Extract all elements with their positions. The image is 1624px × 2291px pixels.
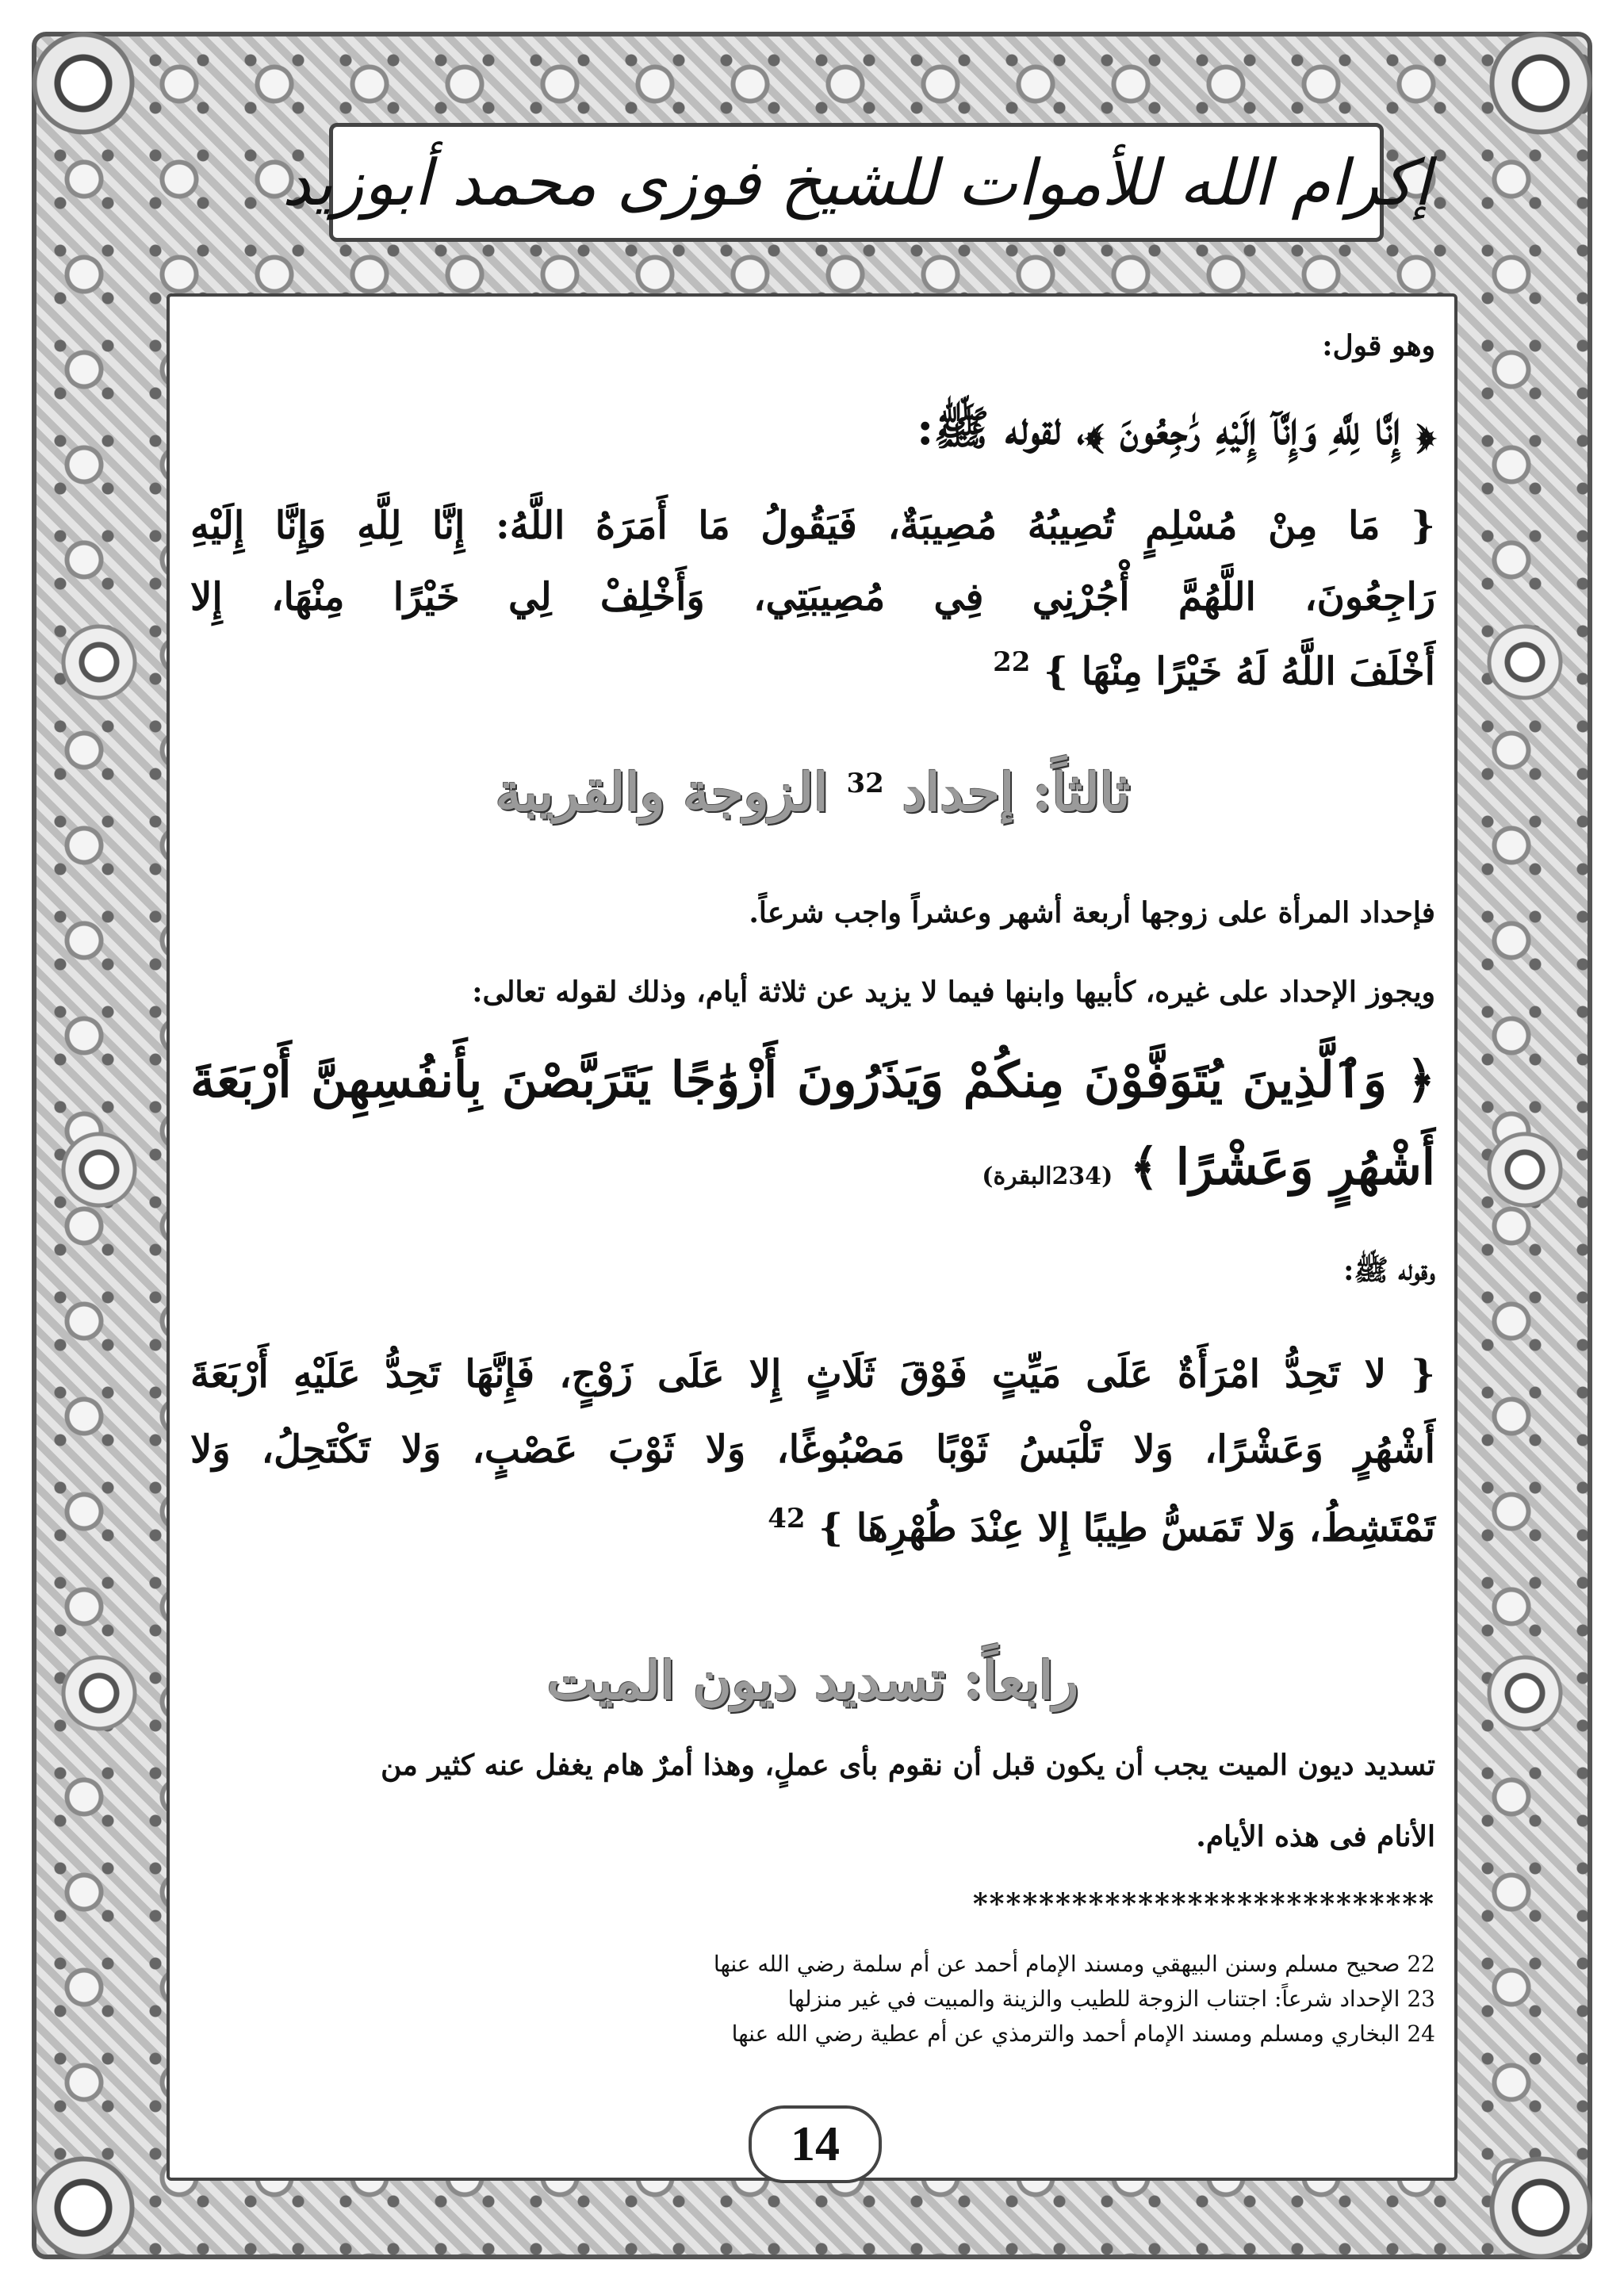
section-heading bbox=[190, 761, 1435, 823]
paragraph: تسديد ديون الميت يجب أن يكون قبل أن نقوم بأى عملٍ، وهذا أمرٌ هام يغفل عنه كثير من bbox=[381, 1749, 1435, 1782]
corner-ornament-icon bbox=[24, 2148, 143, 2267]
corner-ornament-icon bbox=[24, 24, 143, 143]
medallion-ornament-icon bbox=[1481, 1126, 1568, 1213]
page-number: 14 bbox=[749, 2105, 882, 2183]
heading-text: ثالثاً: إحداد bbox=[902, 761, 1131, 823]
footnote: 22 صحيح مسلم وسنن البيهقي ومسند الإمام أحمد عن أم سلمة رضي الله عنها bbox=[713, 1951, 1435, 1977]
header-banner bbox=[282, 123, 1431, 242]
section-heading: رابعاً: تسديد ديون الميت bbox=[546, 1649, 1079, 1711]
footnote-ref: 32 bbox=[846, 768, 884, 799]
paragraph: الأنام فى هذه الأيام. bbox=[1196, 1820, 1435, 1853]
medallion-ornament-icon bbox=[56, 1649, 143, 1737]
footnote-ref: 22 bbox=[993, 646, 1031, 678]
quran-verse: ﴿ وَٱلَّذِينَ يُتَوَفَّوْنَ مِنكُمْ وَيَذَرُونَ أَزْوَٰجًا يَتَرَبَّصْنَ بِأَنفُسِهِنَّ أَرْبَعَةَ bbox=[190, 1051, 1435, 1109]
hadith-text: تَمْتَشِطُ، وَلا تَمَسُّ طِيبًا إِلا عِنْدَ طُهْرِهَا } bbox=[818, 1506, 1435, 1550]
quran-text: أَشْهُرٍ وَعَشْرًا ﴾ bbox=[1129, 1138, 1435, 1196]
medallion-ornament-icon bbox=[1481, 619, 1568, 706]
medallion-ornament-icon bbox=[56, 619, 143, 706]
intro-text: وهو قول: bbox=[1322, 329, 1435, 362]
hadith-line: { لا تَحِدُّ امْرَأَةٌ عَلَى مَيِّتٍ فَوْقَ ثَلَاثٍ إِلا عَلَى زَوْجٍ، فَإِنَّهَا تَحِدُّ عَلَيْهِ أَرْبَعَةَ bbox=[190, 1352, 1435, 1396]
hadith-line: أَشْهُرٍ وَعَشْرًا، وَلا تَلْبَسُ ثَوْبًا مَصْبُوغًا، وَلا ثَوْبَ عَصْبٍ، وَلا تَكْتَحِلُ، وَلا bbox=[190, 1427, 1435, 1472]
corner-ornament-icon bbox=[1481, 24, 1600, 143]
paragraph: فإحداد المرأة على زوجها أربعة أشهر وعشراً واجب شرعاً. bbox=[749, 896, 1435, 929]
quran-verse: ﴿ إِنَّا لِلَّهِ وَإِنَّآ إِلَيْهِ رَٰجِعُونَ ﴾، لقوله ﷺ: bbox=[917, 401, 1435, 455]
footnote-ref: 42 bbox=[768, 1503, 806, 1534]
heading-text: الزوجة والقريبة bbox=[495, 761, 829, 823]
medallion-ornament-icon bbox=[1481, 1649, 1568, 1737]
surah-reference: (234البقرة) bbox=[982, 1163, 1113, 1190]
quran-verse bbox=[982, 1138, 1435, 1196]
paragraph: وقوله ﷺ: bbox=[1343, 1254, 1435, 1287]
page-title: إكرام الله للأموات للشيخ فوزى محمد أبوزيد bbox=[282, 145, 1431, 220]
footnote: 24 البخاري ومسلم ومسند الإمام أحمد والترمذي عن أم عطية رضي الله عنها bbox=[731, 2021, 1435, 2047]
hadith-text: أَخْلَفَ اللَّهُ لَهُ خَيْرًا مِنْهَا } bbox=[1044, 649, 1435, 694]
hadith-line bbox=[993, 646, 1435, 694]
hadith-line: { مَا مِنْ مُسْلِمٍ تُصِيبُهُ مُصِيبَةٌ، فَيَقُولُ مَا أَمَرَهُ اللَّهُ: إِنَّا لِلَّهِ وَإِنَّا إِلَيْهِ bbox=[190, 504, 1435, 548]
footnote-separator: **************************** bbox=[972, 1887, 1435, 1921]
hadith-line: رَاجِعُونَ، اللَّهُمَّ أْجُرْنِي فِي مُصِيبَتِي، وَأَخْلِفْ لِي خَيْرًا مِنْهَا، إِلا bbox=[190, 575, 1435, 619]
medallion-ornament-icon bbox=[56, 1126, 143, 1213]
paragraph: ويجوز الإحداد على غيره، كأبيها وابنها فيما لا يزيد عن ثلاثة أيام، وذلك لقوله تعالى: bbox=[472, 975, 1435, 1009]
corner-ornament-icon bbox=[1481, 2148, 1600, 2267]
footnotes bbox=[714, 1947, 1435, 2052]
footnote: 23 الإحداد شرعاً: اجتناب الزوجة للطيب والزينة والمبيت في غير منزلها bbox=[787, 1986, 1435, 2012]
hadith-line bbox=[768, 1503, 1435, 1550]
